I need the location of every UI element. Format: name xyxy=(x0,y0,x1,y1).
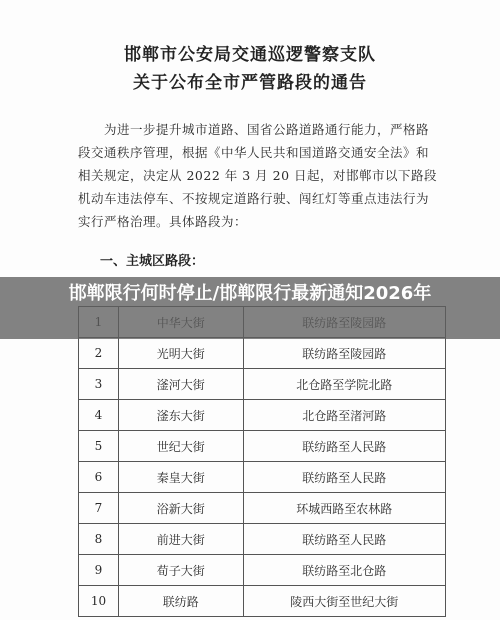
table-row xyxy=(79,338,446,369)
road-name-cell: 光明大街 xyxy=(118,338,243,369)
road-range-cell: 联纺路至人民路 xyxy=(243,431,445,462)
road-name-cell: 滏河大街 xyxy=(118,369,243,400)
section-heading: 一、主城区路段： xyxy=(100,254,205,269)
road-name-cell: 秦皇大街 xyxy=(118,462,243,493)
road-range-cell: 北仓路至学院北路 xyxy=(243,369,445,400)
table-row xyxy=(79,462,446,493)
table-row xyxy=(79,431,446,462)
row-number-cell: 7 xyxy=(79,493,119,524)
caption-text: 邯郸限行何时停止/邯郸限行最新通知2026年 xyxy=(68,283,432,304)
row-number-cell: 5 xyxy=(79,431,119,462)
road-range-cell: 北仓路至渚河路 xyxy=(243,400,445,431)
row-number-cell: 8 xyxy=(79,524,119,555)
road-name-cell: 浴新大街 xyxy=(118,493,243,524)
road-table xyxy=(78,306,446,617)
road-range-cell: 联纺路至人民路 xyxy=(243,524,445,555)
road-table-body xyxy=(79,307,446,617)
road-range-cell: 环城西路至农林路 xyxy=(243,493,445,524)
road-name-cell: 联纺路 xyxy=(118,586,243,617)
row-number-cell: 3 xyxy=(79,369,119,400)
road-range-cell: 联纺路至北仓路 xyxy=(243,555,445,586)
table-row xyxy=(79,524,446,555)
road-name-cell: 前进大街 xyxy=(118,524,243,555)
caption-overlay[interactable] xyxy=(0,277,500,339)
road-name-cell: 荀子大街 xyxy=(118,555,243,586)
table-row xyxy=(79,493,446,524)
table-row xyxy=(79,400,446,431)
road-range-cell: 联纺路至陵园路 xyxy=(243,338,445,369)
document-title-line1: 邯郸市公安局交通巡逻警察支队 xyxy=(124,45,376,65)
notice-paragraph xyxy=(78,118,440,233)
road-name-cell: 滏东大街 xyxy=(118,400,243,431)
row-number-cell: 6 xyxy=(79,462,119,493)
road-range-cell: 陵西大街至世纪大街 xyxy=(243,586,445,617)
road-range-cell: 联纺路至人民路 xyxy=(243,462,445,493)
row-number-cell: 9 xyxy=(79,555,119,586)
row-number-cell: 4 xyxy=(79,400,119,431)
notice-paragraph-text: 为进一步提升城市道路、国省公路道路通行能力，严格路段交通秩序管理，根据《中华人民共和国道路交通安全法》和相关规定，决定从 2022 年 3 月 20 日起，对邯郸市以下路段机动车违法停车、不按规定道路行驶、闯红灯等重点违法行为实行严格治理。具体路段为： xyxy=(78,122,438,229)
road-name-cell: 世纪大街 xyxy=(118,431,243,462)
table-row xyxy=(79,586,446,617)
row-number-cell: 10 xyxy=(79,586,119,617)
row-number-cell: 2 xyxy=(79,338,119,369)
table-row xyxy=(79,555,446,586)
table-row xyxy=(79,369,446,400)
document-title-line2: 关于公布全市严管路段的通告 xyxy=(133,73,367,93)
